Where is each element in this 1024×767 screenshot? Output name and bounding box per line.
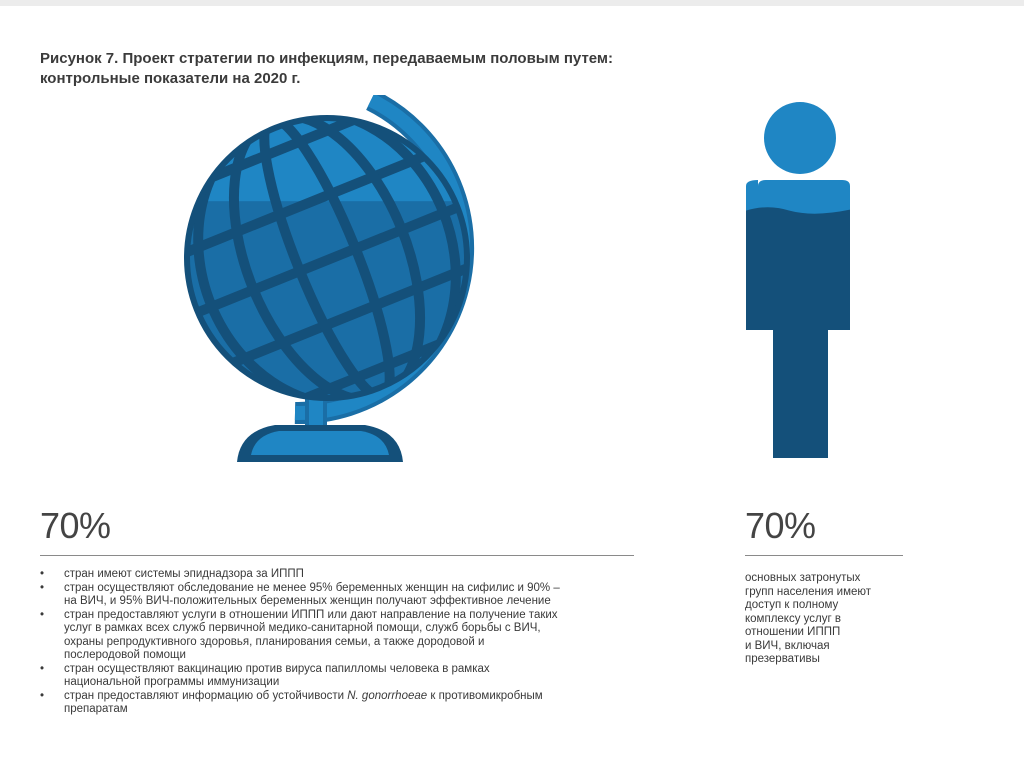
figure-title-line-2: контрольные показатели на 2020 г. <box>40 70 301 87</box>
right-note-line: презервативы <box>745 653 820 665</box>
right-note-line: комплексу услуг в <box>745 612 841 625</box>
bullet-icon: • <box>40 581 45 594</box>
list-item-line: стран осуществляют обследование не менее 95% беременных женщин на сифилис и 90% – <box>64 581 560 594</box>
bullet-icon: • <box>40 662 45 675</box>
bullet-icon: • <box>40 568 45 580</box>
list-item-text: стран предоставляют информацию об устойчивости <box>64 689 348 702</box>
person-fill-level <box>740 205 870 462</box>
list-item <box>40 663 640 690</box>
list-item-line: послеродовой помощи <box>64 649 186 661</box>
left-divider <box>40 555 634 556</box>
list-item-line: стран осуществляют вакцинацию против вируса папилломы человека в рамках <box>64 662 490 675</box>
figure-title <box>40 49 680 89</box>
person-icon <box>740 102 870 462</box>
right-note-line: доступ к полному <box>745 599 839 611</box>
list-item <box>40 690 640 717</box>
figure-title-line-1: Рисунок 7. Проект стратегии по инфекциям, передаваемым половым путем: <box>40 50 614 67</box>
globe-stand-base-top <box>251 431 389 455</box>
list-item-line: услуг в рамках всех служб первичной медико-санитарной помощи, служб борьбы с ВИЧ, <box>64 622 541 634</box>
right-note <box>745 572 915 667</box>
globe-stand-neck-inner <box>309 397 323 425</box>
species-name: N. gonorrhoeae <box>347 689 428 702</box>
list-item <box>40 568 640 582</box>
list-item <box>40 582 640 609</box>
list-item-line: национальной программы иммунизации <box>64 676 280 688</box>
right-percent: 70% <box>745 505 816 546</box>
bullet-icon: • <box>40 608 45 621</box>
list-item-text: к противомикробным <box>427 689 543 702</box>
list-item-line: стран имеют системы эпиднадзора за ИППП <box>64 568 304 580</box>
bullet-icon: • <box>40 689 45 702</box>
list-item-line: стран предоставляют услуги в отношении ИППП или дают направление на получение таких <box>64 608 558 621</box>
right-divider <box>745 555 903 556</box>
list-item-line <box>64 690 640 704</box>
globe-icon <box>175 95 485 475</box>
right-note-line: и ВИЧ, включая <box>745 639 830 652</box>
top-border <box>0 0 1024 6</box>
list-item-line: препаратам <box>64 703 128 715</box>
left-percent: 70% <box>40 505 111 546</box>
right-note-line: отношении ИППП <box>745 626 841 638</box>
right-note-line: основных затронутых <box>745 572 861 584</box>
list-item-line: на ВИЧ, и 95% ВИЧ-положительных беременных женщин получают эффективное лечение <box>64 595 551 607</box>
list-item-line: охраны репродуктивного здоровья, планирования семьи, а также дородовой и <box>64 635 485 648</box>
right-note-line: групп населения имеют <box>745 585 872 598</box>
list-item <box>40 609 640 663</box>
left-bullet-list <box>40 568 640 717</box>
